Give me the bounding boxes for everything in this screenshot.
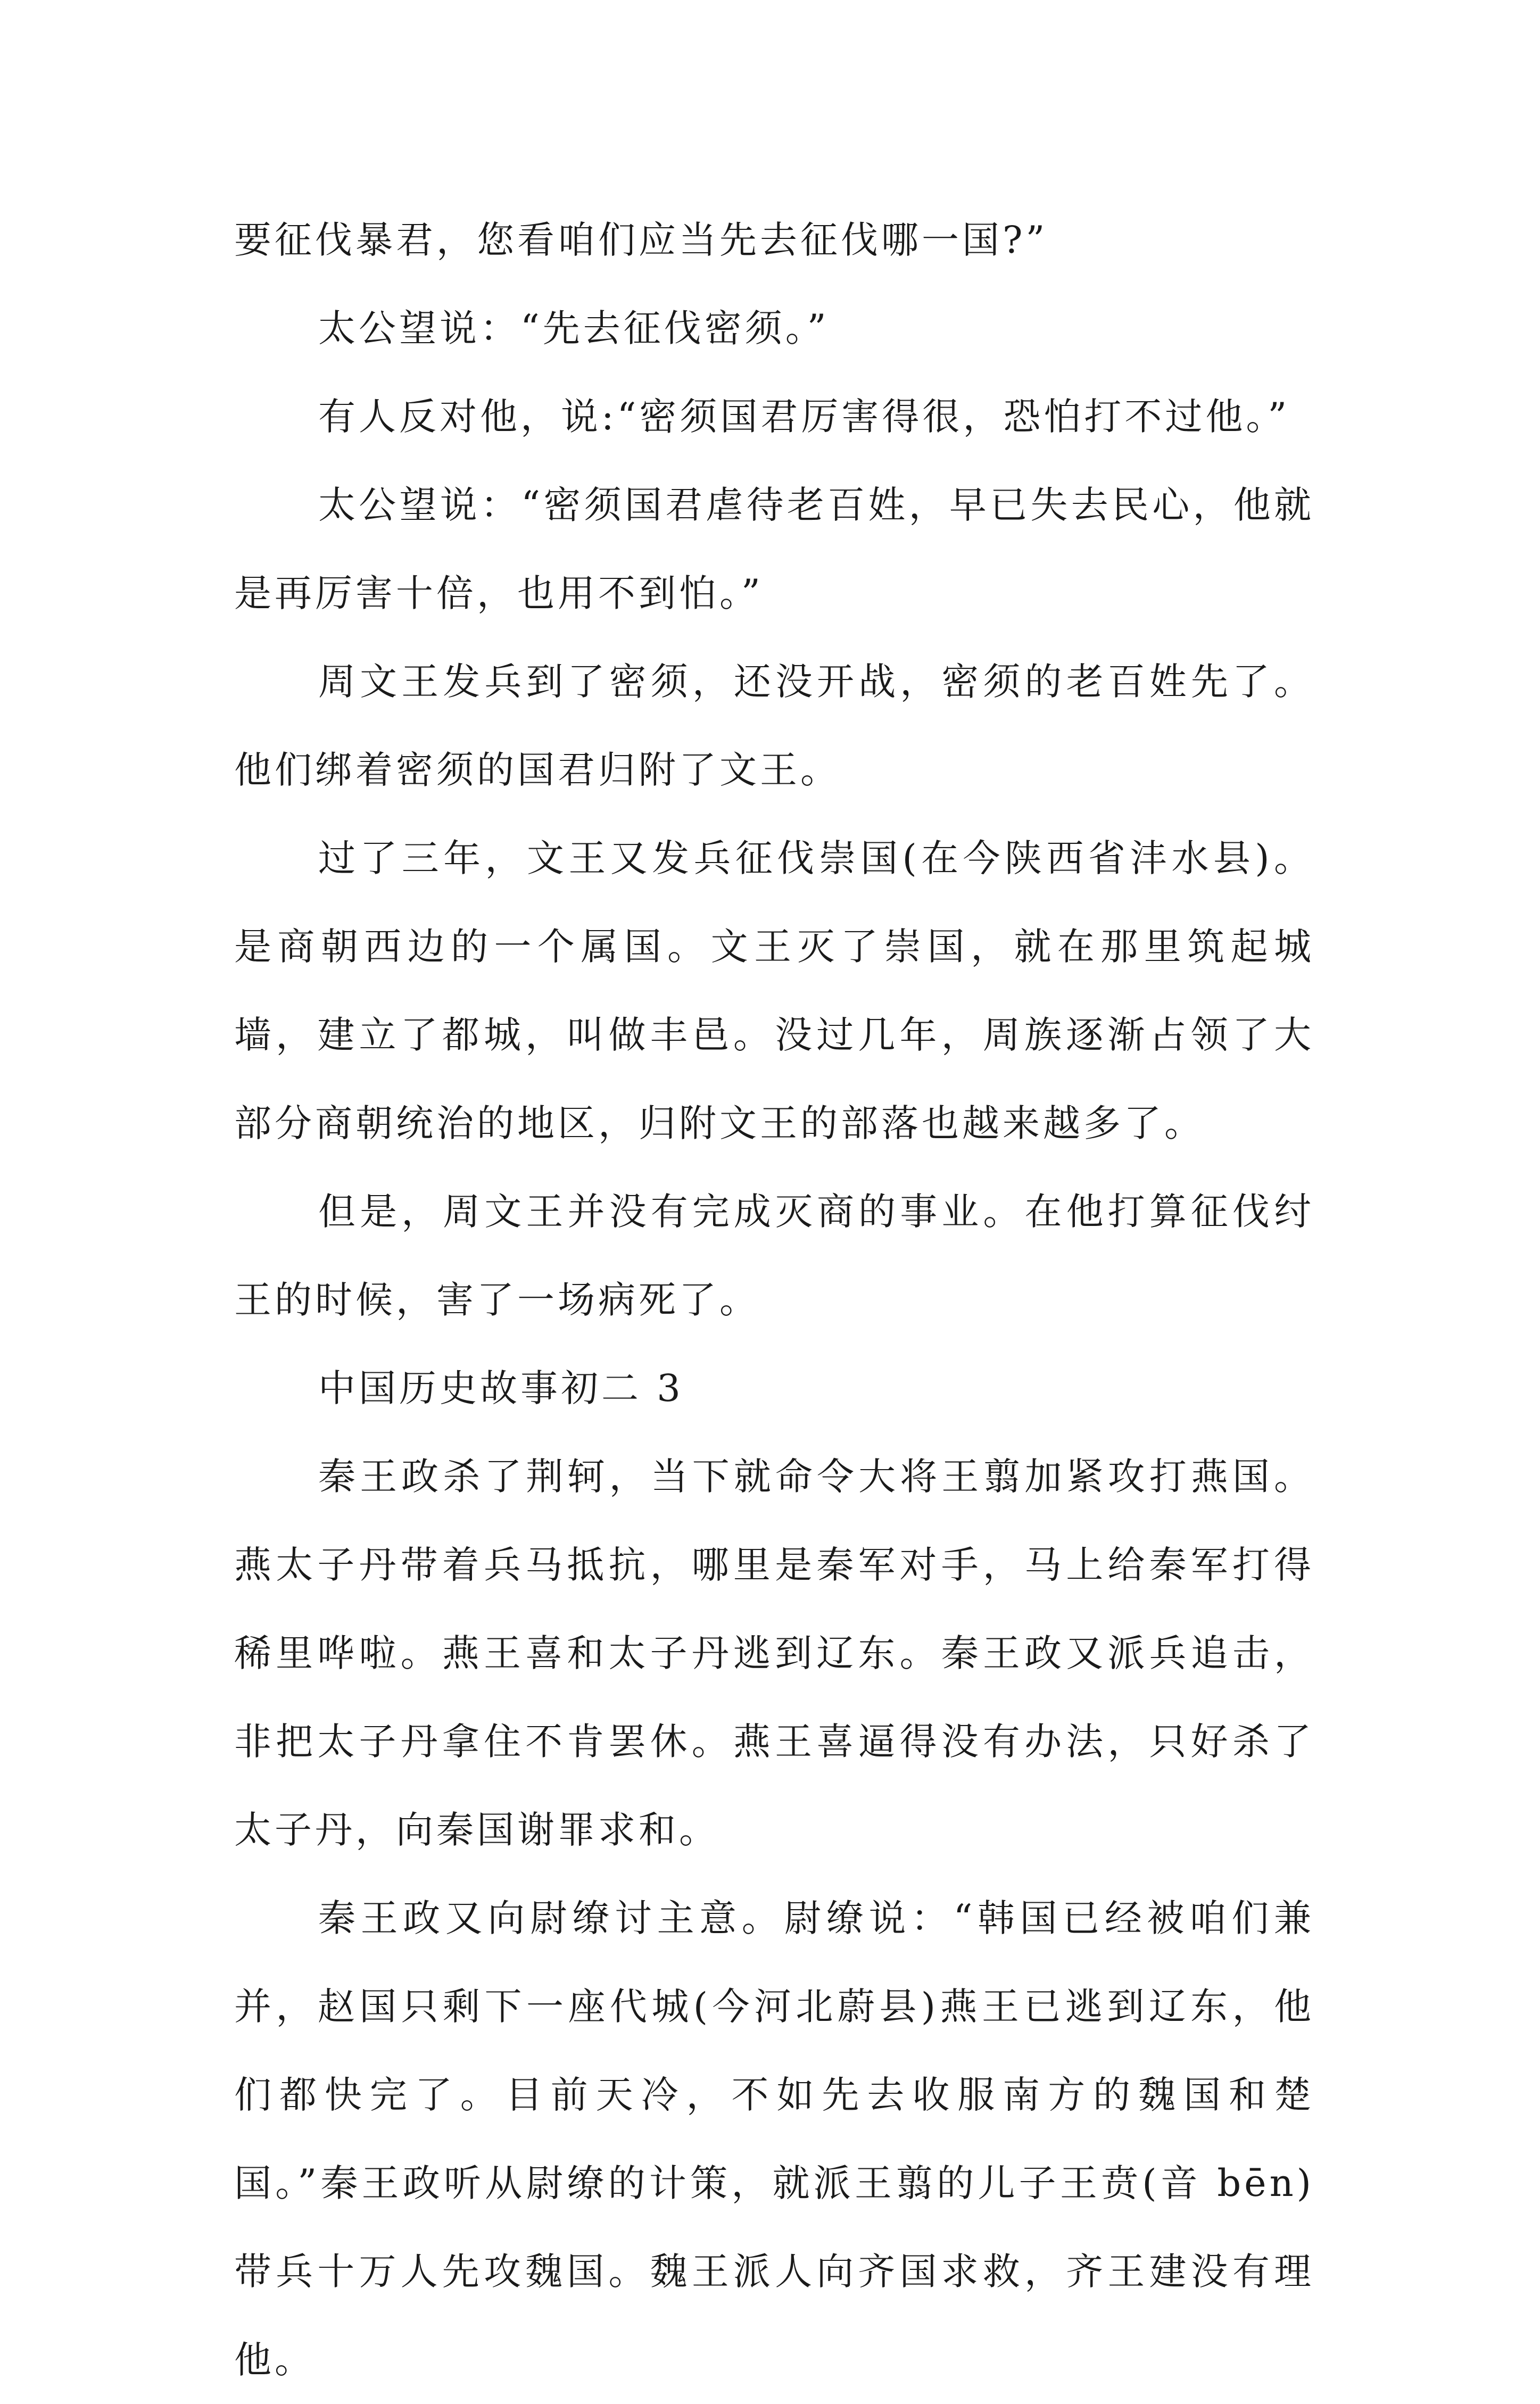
paragraph-4: 太公望说：“密须国君虐待老百姓，早已失去民心，他就是再厉害十倍，也用不到怕。”	[234, 483, 1314, 615]
paragraph-10: 秦王政又向尉缭讨主意。尉缭说：“韩国已经被咱们兼并，赵国只剩下一座代城(今河北蔚县)燕王已逃到辽东，他们都快完了。目前天冷，不如先去收服南方的魏国和楚国。”秦王政听从尉缭的计策，就派王翦的儿子王贲(音 bēn)带兵十万人先攻魏国。魏王派人向齐国求救，齐王建没有理他。	[234, 1896, 1314, 2382]
paragraph-5: 周文王发兵到了密须，还没开战，密须的老百姓先了。他们绑着密须的国君归附了文王。	[234, 660, 1314, 792]
paragraph-7: 但是，周文王并没有完成灭商的事业。在他打算征伐纣王的时候，害了一场病死了。	[234, 1190, 1314, 1322]
paragraph-6: 过了三年，文王又发兵征伐崇国(在今陕西省沣水县)。是商朝西边的一个属国。文王灭了崇国，就在那里筑起城墙，建立了都城，叫做丰邑。没过几年，周族逐渐占领了大部分商朝统治的地区，归附文王的部落也越来越多了。	[234, 836, 1314, 1145]
paragraph-1: 要征伐暴君，您看咱们应当先去征伐哪一国?”	[234, 218, 1048, 262]
paragraph-3: 有人反对他，说:“密须国君厉害得很，恐怕打不过他。”	[318, 395, 1290, 438]
document-body	[234, 196, 1314, 2404]
paragraph-9: 秦王政杀了荆轲，当下就命令大将王翦加紧攻打燕国。燕太子丹带着兵马抵抗，哪里是秦军对手，马上给秦军打得稀里哗啦。燕王喜和太子丹逃到辽东。秦王政又派兵追击，非把太子丹拿住不肯罢休。燕王喜逼得没有办法，只好杀了太子丹，向秦国谢罪求和。	[234, 1455, 1314, 1852]
paragraph-2: 太公望说：“先去征伐密须。”	[318, 306, 830, 350]
section-title: 中国历史故事初二 3	[318, 1366, 684, 1410]
